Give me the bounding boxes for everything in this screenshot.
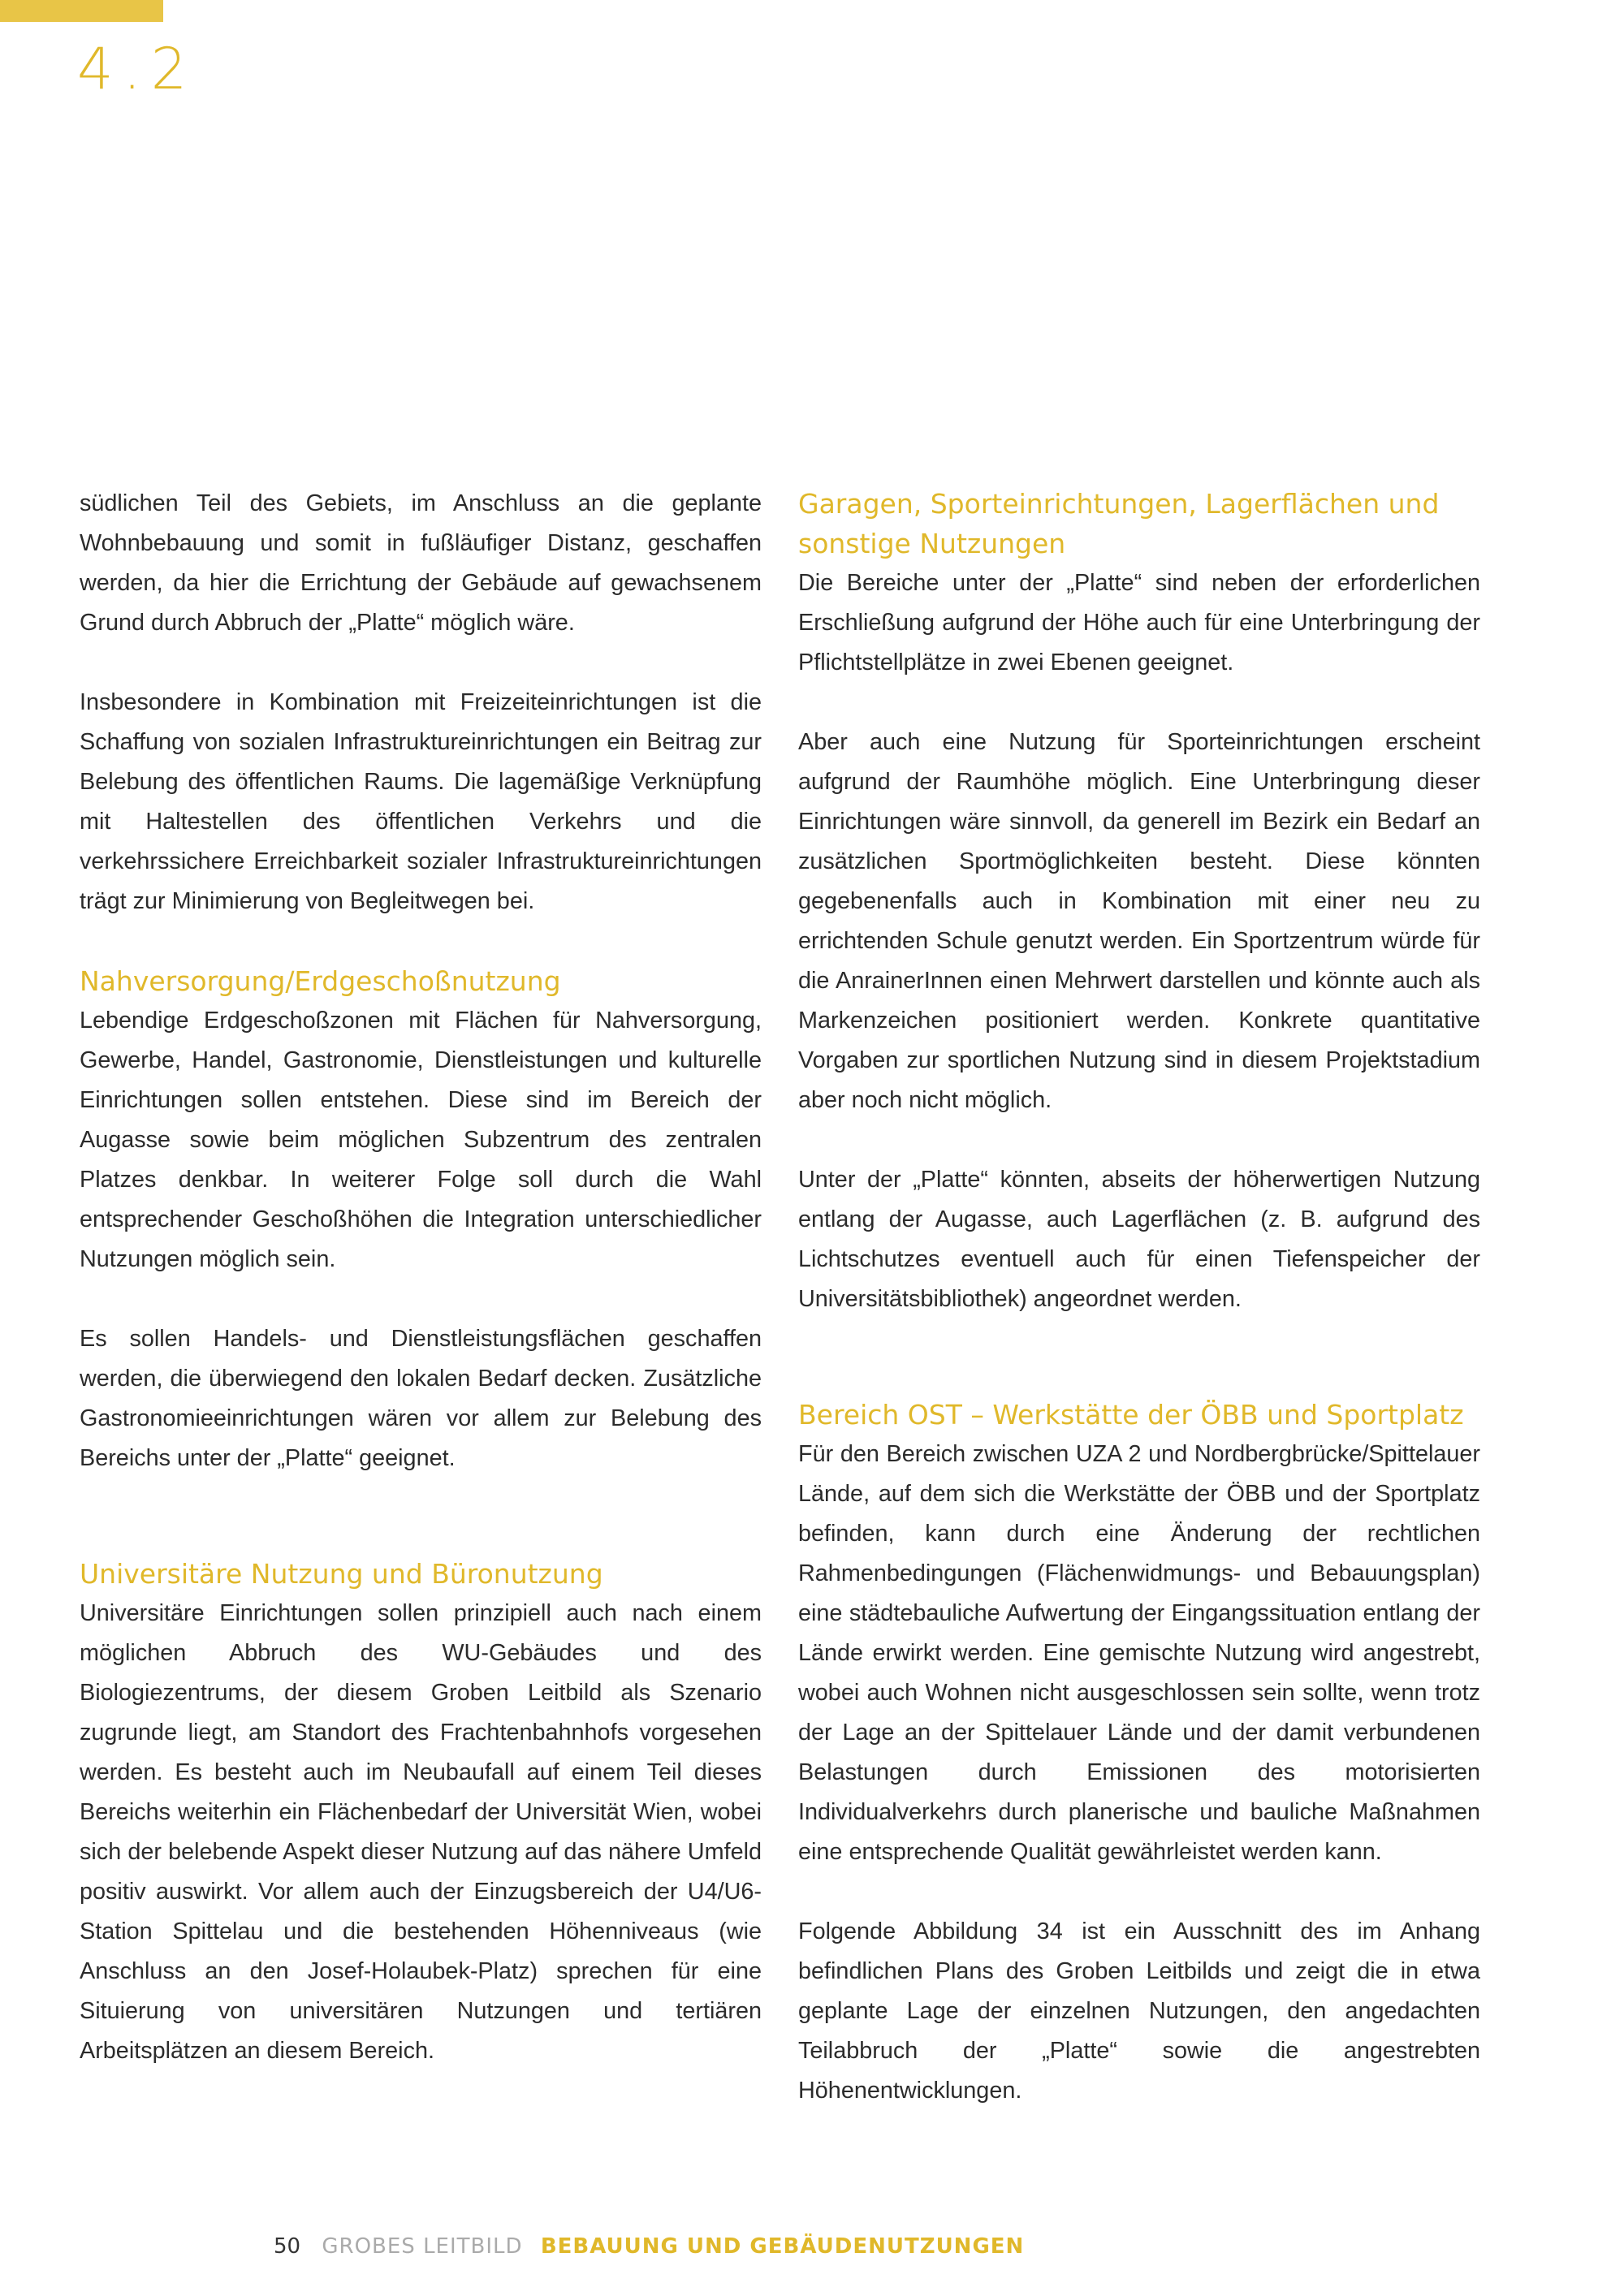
paragraph: Insbesondere in Kombination mit Freizeiteinrichtungen ist die Schaffung von sozialen Infrastruktureinrichtungen ein Beitrag zur Belebung des öffentlichen Raums. Die lagemäßige Verknüpfung mit Haltestellen des öffentlichen Verkehrs und die verkehrssichere Erreichbarkeit sozialer Infrastruktureinrichtungen trägt zur Minimierung von Begleitwegen bei. xyxy=(80,689,762,914)
paragraph: Lebendige Erdgeschoßzonen mit Flächen für Nahversorgung, Gewerbe, Handel, Gastronomie, Dienstleistungen und kulturelle Einrichtungen sollen entstehen. Diese sind im Bereich der Augasse sowie beim möglichen Subzentrum des zentralen Platzes denkbar. In weiterer Folge soll durch die Wahl entsprechender Geschoßhöhen die Integration unterschiedlicher Nutzungen möglich sein. xyxy=(80,1008,762,1272)
top-accent-bar xyxy=(0,0,163,22)
footer-book-title: GROBES LEITBILD xyxy=(322,2234,523,2259)
paragraph: Aber auch eine Nutzung für Sporteinrichtungen erscheint aufgrund der Raumhöhe möglich. Eine Unterbringung dieser Einrichtungen wäre sinnvoll, da generell im Bezirk ein Bedarf an zusätzlichen Sportmöglichkeiten besteht. Diese könnten gegebenenfalls auch in Kombination mit einer neu zu errichtenden Schule genutzt werden. Ein Sportzentrum würde für die AnrainerInnen einen Mehrwert darstellen und könnte auch als Markenzeichen positioniert werden. Konkrete quantitative Vorgaben zur sportlichen Nutzung sind in diesem Projektstadium aber noch nicht möglich. xyxy=(798,729,1480,1113)
page-number: 50 xyxy=(274,2234,301,2259)
section-heading-nahversorgung: Nahversorgung/Erdgeschoßnutzung xyxy=(80,965,561,997)
paragraph: Universitäre Einrichtungen sollen prinzipiell auch nach einem möglichen Abbruch des WU-Gebäudes und des Biologiezentrums, der diesem Groben Leitbild als Szenario zugrunde liegt, am Standort des Frachtenbahnhofs vorgesehen werden. Es besteht auch im Neubaufall auf einem Teil dieses Bereichs weiterhin ein Flächenbedarf der Universität Wien, wobei sich der belebende Aspekt dieser Nutzung auf das nähere Umfeld positiv auswirkt. Vor allem auch der Einzugsbereich der U4/U6-Station Spittelau und die bestehenden Höhenniveaus (wie Anschluss an den Josef-Holaubek-Platz) sprechen für eine Situierung von universitären Nutzungen und tertiären Arbeitsplätzen an diesem Bereich. xyxy=(80,1600,762,2064)
paragraph: südlichen Teil des Gebiets, im Anschluss an die geplante Wohnbebauung und somit in fußläufiger Distanz, geschaffen werden, da hier die Errichtung der Gebäude auf gewachsenem Grund durch Abbruch der „Platte“ möglich wäre. xyxy=(80,490,762,636)
paragraph: Unter der „Platte“ könnten, abseits der höherwertigen Nutzung entlang der Augasse, auch Lagerflächen (z. B. aufgrund des Lichtschutzes eventuell auch für einen Tiefenspeicher der Universitätsbibliothek) angeordnet werden. xyxy=(798,1167,1480,1312)
chapter-number: 4.2 xyxy=(77,36,197,102)
right-column xyxy=(798,484,1480,2111)
section-heading-garagen: Garagen, Sporteinrichtungen, Lagerflächen und sonstige Nutzungen xyxy=(798,488,1440,559)
footer-section-title: BEBAUUNG UND GEBÄUDENUTZUNGEN xyxy=(540,2234,1025,2259)
page-footer xyxy=(274,2234,1024,2259)
paragraph: Es sollen Handels- und Dienstleistungsflächen geschaffen werden, die überwiegend den lokalen Bedarf decken. Zusätzliche Gastronomieeinrichtungen wären vor allem zur Belebung des Bereichs unter der „Platte“ geeignet. xyxy=(80,1326,762,1471)
section-heading-universitaere-nutzung: Universitäre Nutzung und Büronutzung xyxy=(80,1558,603,1590)
section-heading-bereich-ost: Bereich OST – Werkstätte der ÖBB und Sportplatz xyxy=(798,1399,1464,1431)
paragraph: Für den Bereich zwischen UZA 2 und Nordbergbrücke/Spittelauer Lände, auf dem sich die Werkstätte der ÖBB und der Sportplatz befinden, kann durch eine Änderung der rechtlichen Rahmenbedingungen (Flächenwidmungs- und Bebauungsplan) eine städtebauliche Aufwertung der Eingangssituation entlang der Lände erwirkt werden. Eine gemischte Nutzung wird angestrebt, wobei auch Wohnen nicht ausgeschlossen sein sollte, wenn trotz der Lage an der Spittelauer Lände und der damit verbundenen Belastungen durch Emissionen des motorisierten Individualverkehrs durch planerische und bauliche Maßnahmen eine entsprechende Qualität gewährleistet werden kann. xyxy=(798,1441,1480,1865)
left-column xyxy=(80,484,762,2071)
paragraph: Die Bereiche unter der „Platte“ sind neben der erforderlichen Erschließung aufgrund der Höhe auch für eine Unterbringung der Pflichtstellplätze in zwei Ebenen geeignet. xyxy=(798,570,1480,675)
paragraph: Folgende Abbildung 34 ist ein Ausschnitt des im Anhang befindlichen Plans des Groben Leitbilds und zeigt die in etwa geplante Lage der einzelnen Nutzungen, den angedachten Teilabbruch der „Platte“ sowie die angestrebten Höhenentwicklungen. xyxy=(798,1918,1480,2104)
